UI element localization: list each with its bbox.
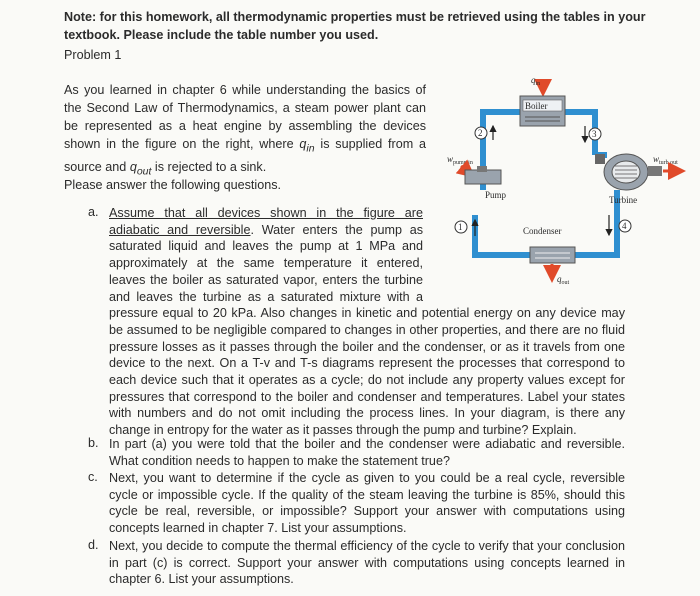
intro-text-2: is supplied from a source and <box>64 137 426 174</box>
state-1-label: 1 <box>458 222 463 232</box>
condenser-label: Condenser <box>523 226 562 236</box>
boiler <box>520 96 565 126</box>
question-d-text: Next, you decide to compute the thermal efficiency of the cycle to verify that your conclusion in part (c) is correct. Support your answer with computations using concepts learned in chapter 6. List your assumptions. <box>109 539 625 587</box>
problem-title: Problem 1 <box>64 48 122 62</box>
q-out-symbol: q <box>129 159 137 174</box>
state-3-label: 3 <box>592 129 597 139</box>
question-c-label: c. <box>88 470 98 484</box>
question-a-label: a. <box>88 205 99 219</box>
question-a-text <box>109 205 625 439</box>
pump-label: Pump <box>485 190 507 200</box>
state-2-label: 2 <box>478 128 483 138</box>
state-4-label: 4 <box>622 221 627 231</box>
intro-paragraph <box>64 81 426 180</box>
question-a-rest: . Water enters the pump as saturated liquid and leaves the pump at 1 MPa and approximately at the same temperature it entered, leaves the boiler as saturated vapor, enters the turbine and leaves the turbine as a saturated mixture with a pressure equal to 20 kPa. Also changes in kinetic and potential energy on any device may be assumed to be negligible compared to changes in other properties, and there are no fluid pressure losses as it passes through the boiler and the condenser, or as it travels from one device to the next. On a T-v and T-s diagrams represent the processes that correspond to each device such that it operates as a cycle; do not include any property values except for pressures that correspond to the boiler and condenser and temperatures. Label your states with numbers and do not omit including the process lines. In your diagram, is there any change in entropy for the water as it passes through the pump and turbine? Explain. <box>109 222 625 438</box>
intro-text-1: As you learned in chapter 6 while understanding the basics of the Second Law of Thermodynamics, a steam power plant can be represented as a heat engine by assembling the devices shown in the figure on the right, where <box>64 83 426 151</box>
w-turb-label: $w_{turb,out}$ <box>653 154 678 166</box>
question-b-text: In part (a) you were told that the boiler and the condenser were adiabatic and reversible. What condition needs to happen to make the statement true? <box>109 437 625 468</box>
instruction-line: Please answer the following questions. <box>64 178 282 192</box>
question-d-label: d. <box>88 538 99 552</box>
q-in-subscript: in <box>306 142 315 155</box>
q-in-symbol: q <box>299 137 307 151</box>
question-a-underlined: Assume that all devices shown in the figure are adiabatic and reversible <box>109 206 423 237</box>
diagram-q-in-label: $q_{in}$ <box>531 75 541 87</box>
homework-note: Note: for this homework, all thermodynamic properties must be retrieved using the tables in your textbook. Please include the table number you used. <box>64 10 646 42</box>
w-pump-label: $w_{pump,in}$ <box>447 154 473 166</box>
boiler-label: Boiler <box>525 101 548 111</box>
question-c-text: Next, you want to determine if the cycle as given to you could be a real cycle, reversible cycle or impossible cycle. If the quality of the steam leaving the turbine is 85%, should this cycle be real, reversible, or impossible? Support your answer with computations using concepts learned in chapter 7. List your assumptions. <box>109 471 625 536</box>
turbine-label: Turbine <box>609 195 638 205</box>
question-b-label: b. <box>88 436 99 450</box>
q-out-subscript: out <box>136 165 152 178</box>
diagram-q-out-label: $q_{out}$ <box>557 274 570 286</box>
intro-text-3: is rejected to a sink. <box>151 159 267 174</box>
turbine <box>595 154 662 190</box>
pump <box>465 166 501 184</box>
